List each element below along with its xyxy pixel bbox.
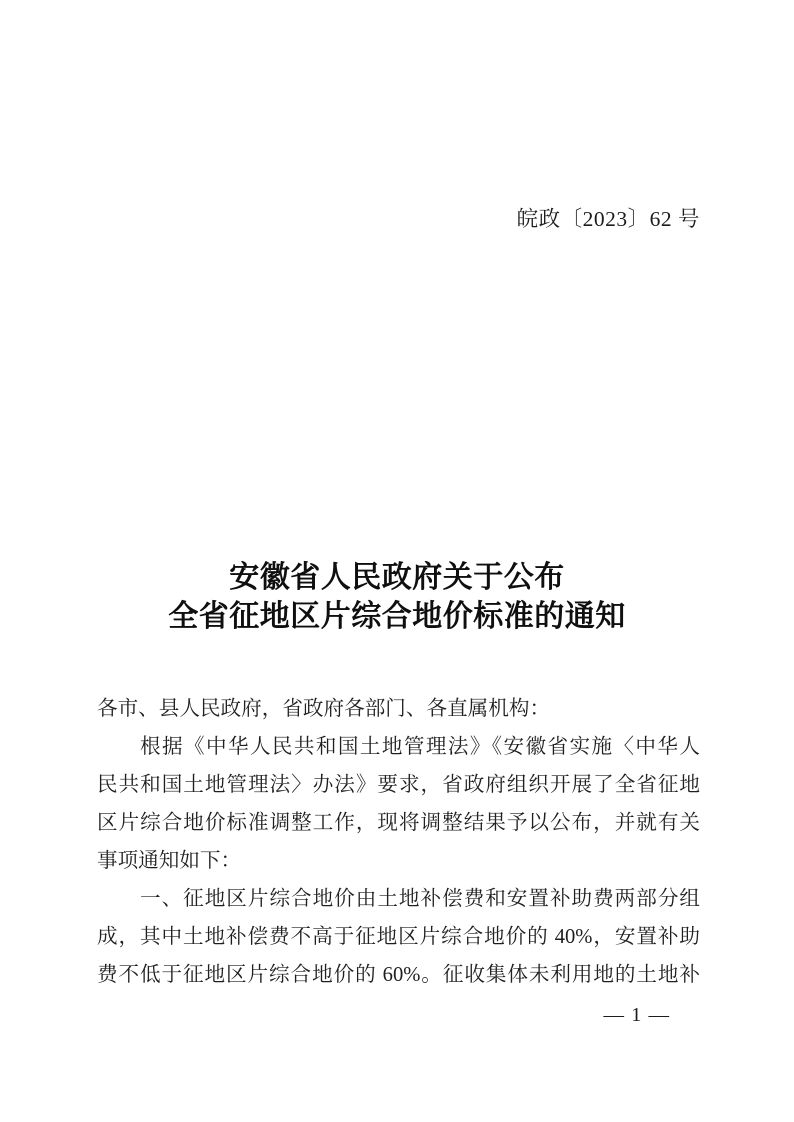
- body-paragraph-3-line-1: 一、征地区片综合地价由土地补偿费和安置补助费两部分组: [140, 888, 700, 910]
- body-paragraph-2-line-4: 事项通知如下：: [97, 850, 242, 872]
- body-paragraph-2-line-2: 民共和国土地管理法〉办法》要求，省政府组织开展了全省征地: [97, 774, 700, 796]
- document-number: 皖政〔2023〕62 号: [516, 207, 700, 231]
- document-body: [97, 690, 700, 994]
- document-title: [0, 558, 794, 636]
- document-title-line-2: 全省征地区片综合地价标准的通知: [168, 600, 626, 633]
- body-paragraph-3-line-2: 成，其中土地补偿费不高于征地区片综合地价的 40%，安置补助: [97, 926, 700, 948]
- body-paragraph-3-line-3: 费不低于征地区片综合地价的 60%。征收集体未利用地的土地补: [97, 964, 700, 986]
- body-paragraph-2-line-3: 区片综合地价标准调整工作，现将调整结果予以公布，并就有关: [97, 812, 700, 834]
- document-title-line-1: 安徽省人民政府关于公布: [229, 561, 565, 594]
- body-paragraph-2-line-1: 根据《中华人民共和国土地管理法》《安徽省实施〈中华人: [140, 736, 700, 758]
- page-number: — 1 —: [603, 1004, 670, 1026]
- body-paragraph-1-line-1: 各市、县人民政府，省政府各部门、各直属机构：: [97, 698, 551, 720]
